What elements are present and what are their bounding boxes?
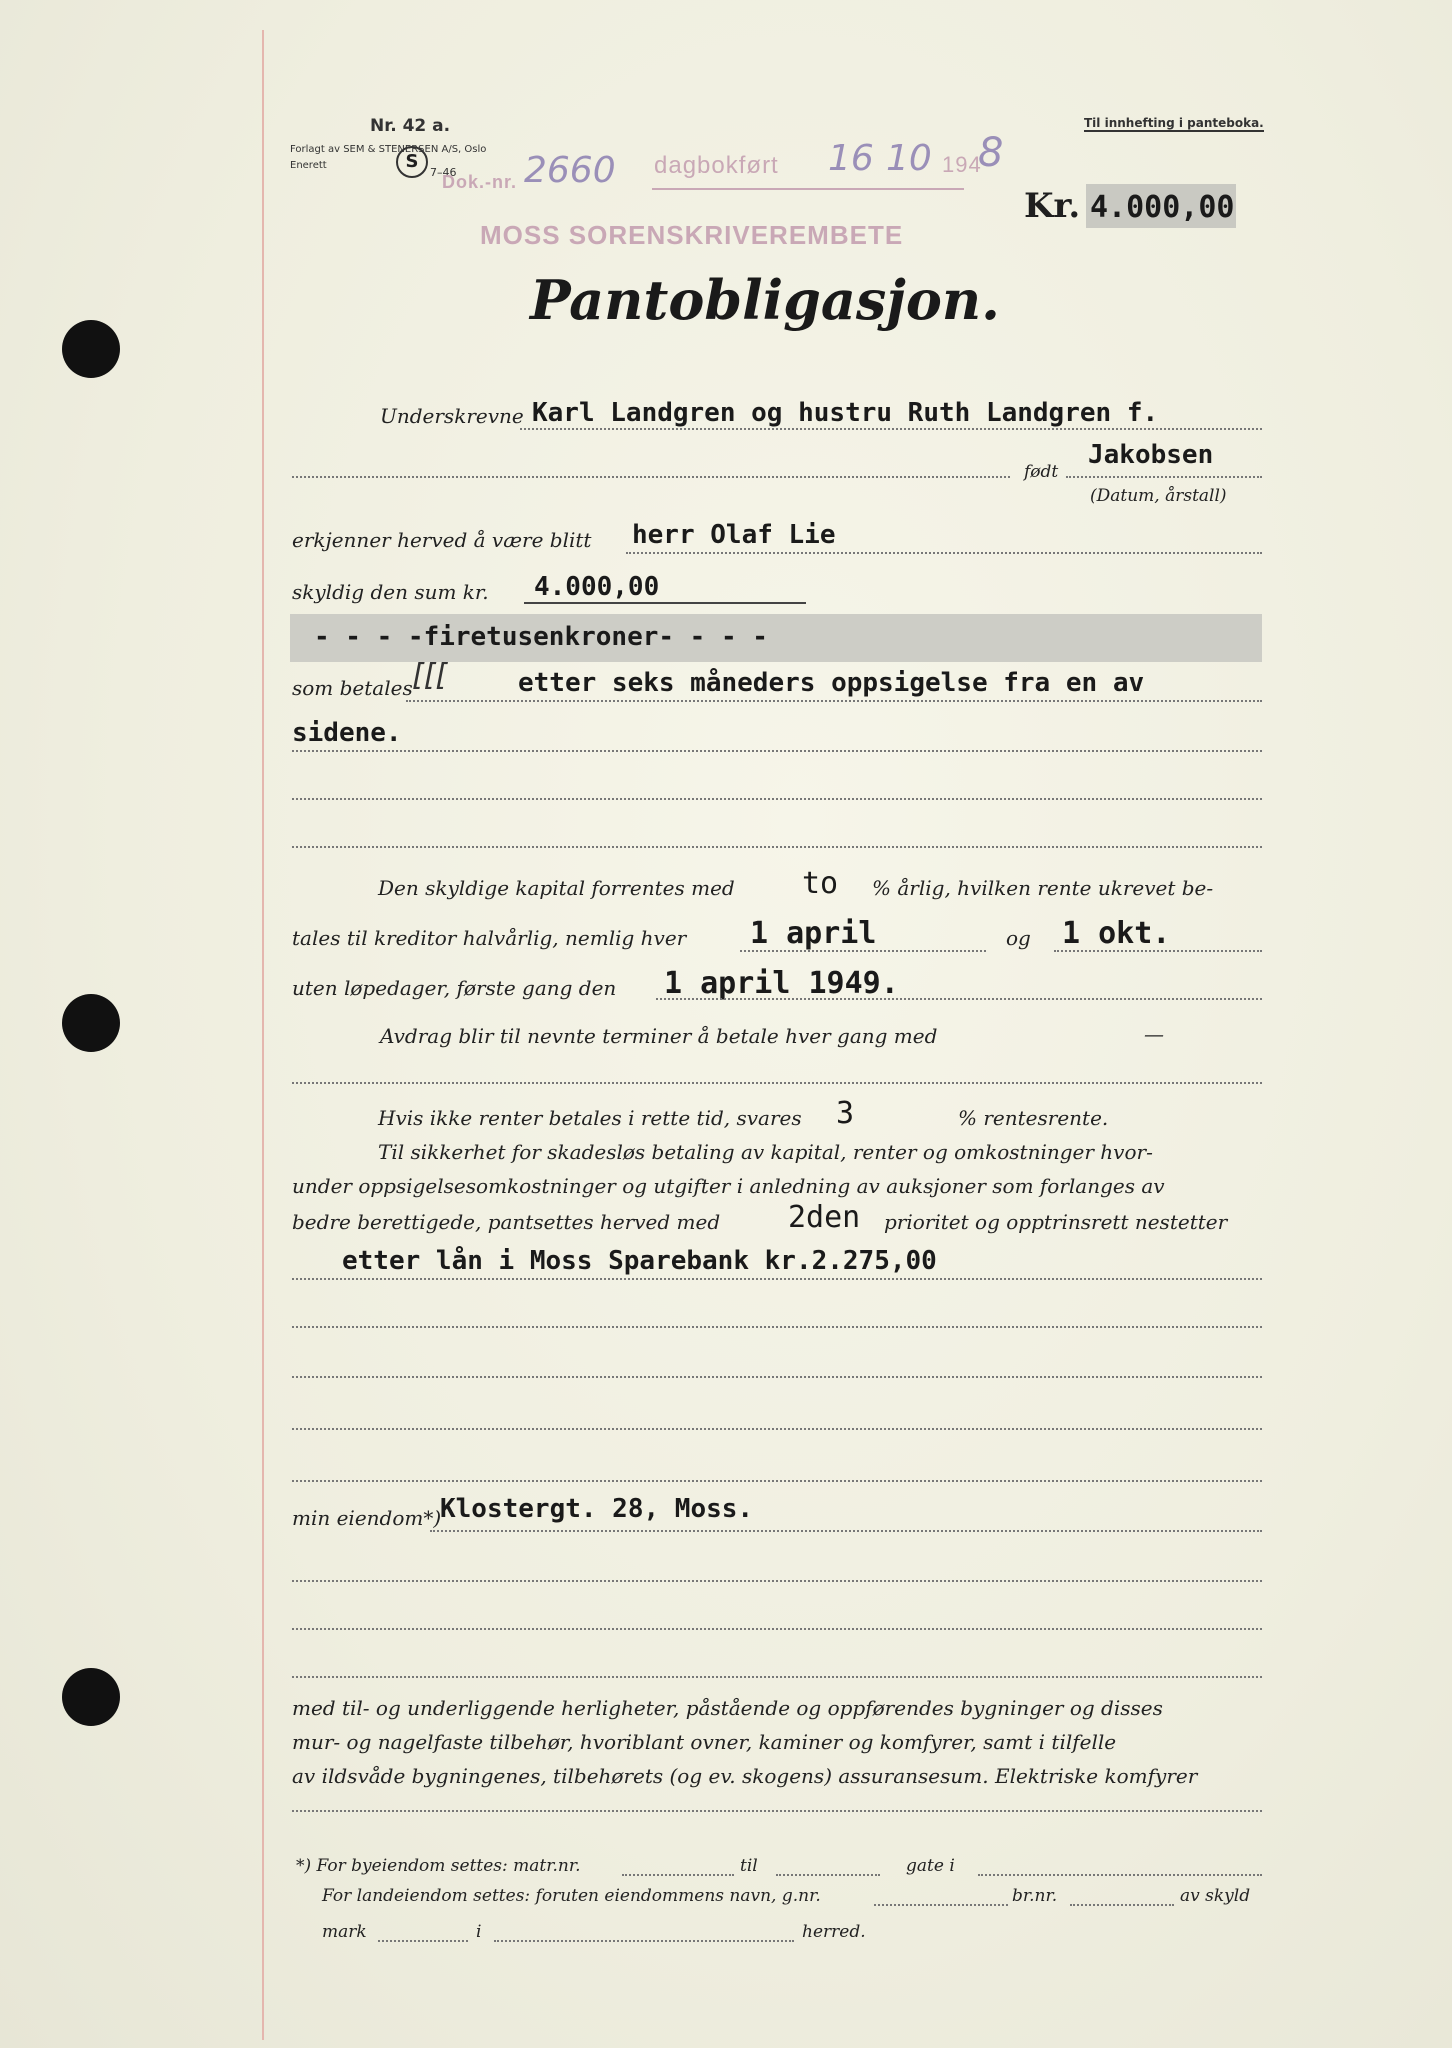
property-blank-1 [292, 1580, 1262, 1582]
stamp-underline [652, 188, 964, 190]
pay-date-2-line [1054, 950, 1262, 952]
late-interest-pre: Hvis ikke renter betales i rette tid, svares [378, 1106, 802, 1130]
payable-terms-line1: etter seks måneders oppsigelse fra en av [518, 668, 1145, 698]
creditor-line [626, 552, 1262, 554]
late-interest-post: % rentesrente. [958, 1106, 1109, 1130]
form-number: Nr. 42 a. [370, 116, 451, 136]
pay-date-2: 1 okt. [1062, 916, 1171, 951]
payable-label: som betales [292, 676, 413, 700]
first-time-date: 1 april 1949. [664, 966, 899, 1001]
payable-line-4 [292, 846, 1262, 848]
property-blank-2 [292, 1628, 1262, 1630]
punch-hole-bottom [62, 1668, 120, 1726]
security-line-1: Til sikkerhet for skadesløs betaling av kapital, renter og omkostninger hvor- [378, 1140, 1153, 1164]
journal-year-suffix: 8 [978, 130, 1004, 176]
punch-hole-middle [62, 994, 120, 1052]
undersigned-maiden: Jakobsen [1088, 440, 1214, 470]
publisher-line: Forlagt av SEM & STENERSEN A/S, Oslo [290, 144, 487, 155]
blank-line-1 [292, 1326, 1262, 1328]
born-label: født [1024, 462, 1059, 482]
footnote-dots-2b [1070, 1904, 1174, 1906]
payable-line-1 [406, 700, 1262, 702]
publisher-logo-icon: S [396, 146, 428, 178]
priority: 2den [788, 1200, 861, 1235]
footnote-dots-1c [978, 1874, 1262, 1876]
property-blank-3 [292, 1676, 1262, 1678]
pay-date-1: 1 april [750, 916, 877, 951]
journal-date-month: 10 [886, 138, 932, 179]
security-line-3-pre: bedre berettigede, pantsettes herved med [292, 1210, 721, 1234]
pay-date-1-line [740, 950, 986, 952]
footnote-line-3-a: mark [322, 1922, 367, 1942]
journal-number: 2660 [524, 150, 616, 191]
security-line-3-post: prioritet og opptrinsrett nestetter [884, 1210, 1228, 1234]
maiden-line-left [292, 476, 1010, 478]
journal-stamp-prefix: Dok.-nr. [442, 172, 518, 192]
acknowledge-label: erkjenner herved å være blitt [292, 528, 592, 552]
footnote-line-3-b: i [476, 1922, 482, 1942]
publisher-enerett: Enerett [290, 160, 327, 171]
pay-to-pre: tales til kreditor halvårlig, nemlig hver [292, 926, 687, 950]
red-margin-line [262, 30, 264, 2040]
installment-value: — [1144, 1022, 1164, 1046]
creditor: herr Olaf Lie [632, 520, 836, 550]
first-time-line [656, 998, 1262, 1000]
prior-loan: etter lån i Moss Sparebank kr.2.275,00 [342, 1246, 937, 1276]
born-hint: (Datum, årstall) [1090, 486, 1227, 506]
footnote-dots-3b [494, 1940, 794, 1942]
owing-amount: 4.000,00 [534, 572, 660, 602]
late-interest-rate: 3 [836, 1096, 855, 1131]
journal-year-prefix: 194 [942, 152, 982, 177]
blank-line-3 [292, 1428, 1262, 1430]
journal-stamp-dagbokfort: dagbokført [654, 152, 779, 179]
footnote-line-1-b: til [740, 1856, 758, 1876]
first-time-pre: uten løpedager, første gang den [292, 976, 617, 1000]
footnote-line-3-c: herred. [802, 1922, 866, 1942]
blank-line-2 [292, 1376, 1262, 1378]
payable-terms-line2: sidene. [292, 718, 402, 748]
document-title: Pantobligasjon. [530, 268, 1000, 332]
blank-line-4 [292, 1480, 1262, 1482]
amount-in-words: - - - -firetusenkroner- - - - [314, 622, 768, 652]
footnote-dots-3a [378, 1940, 468, 1942]
appurtenance-line-1: med til- og underliggende herligheter, påstående og oppførendes bygninger og disses [292, 1696, 1163, 1720]
publisher-date: 7–46 [430, 166, 457, 179]
footnote-line-2-a: For landeiendom settes: foruten eiendommens navn, g.nr. [322, 1886, 821, 1906]
security-line-2: under oppsigelsesomkostninger og utgifter i anledning av auksjoner som forlanges av [292, 1174, 1165, 1198]
footnote-line-1-a: *) For byeiendom settes: matr.nr. [296, 1856, 581, 1876]
appurtenance-line-2: mur- og nagelfaste tilbehør, hvoriblant ovner, kaminer og komfyrer, samt i tilfelle [292, 1730, 1117, 1754]
pay-and: og [1006, 926, 1031, 950]
footnote-line-1-c: gate i [906, 1856, 955, 1876]
top-right-note: Til innhefting i panteboka. [1084, 116, 1264, 130]
footnote-dots-1a [622, 1874, 734, 1876]
property: Klostergt. 28, Moss. [440, 1494, 754, 1524]
footnote-dots-1b [776, 1874, 880, 1876]
property-label: min eiendom*) [292, 1506, 442, 1530]
undersigned-label: Underskrevne [380, 404, 524, 428]
owing-label: skyldig den sum kr. [292, 580, 489, 604]
prior-loan-line [292, 1278, 1262, 1280]
installment-text: Avdrag blir til nevnte terminer å betale hver gang med [380, 1024, 938, 1048]
interest-text-post: % årlig, hvilken rente ukrevet be- [872, 876, 1214, 900]
punch-hole-top [62, 320, 120, 378]
footnote-line-2-c: av skyld [1180, 1886, 1251, 1906]
property-line [430, 1530, 1262, 1532]
payable-line-2 [292, 750, 1262, 752]
journal-date-day: 16 [828, 138, 874, 179]
born-line [1066, 476, 1262, 478]
office-stamp: MOSS SORENSKRIVEREMBETE [480, 220, 904, 250]
amount-label: Kr. [1024, 186, 1081, 226]
appurtenance-line-3: av ildsvåde bygningenes, tilbehørets (og ev. skogens) assuransesum. Elektriske komfyrer [292, 1764, 1198, 1788]
payable-struck: [[[ [412, 658, 448, 693]
interest-rate: to [802, 866, 839, 901]
footnote-line-2-b: br.nr. [1012, 1886, 1058, 1906]
payable-line-3 [292, 798, 1262, 800]
owing-line [524, 602, 806, 604]
footnote-dots-2a [874, 1904, 1008, 1906]
undersigned-line [520, 428, 1262, 430]
appurtenance-line [292, 1810, 1262, 1812]
undersigned-names: Karl Landgren og hustru Ruth Landgren f. [532, 398, 1159, 428]
installment-line [292, 1082, 1262, 1084]
amount-value: 4.000,00 [1090, 190, 1235, 225]
interest-text-pre: Den skyldige kapital forrentes med [378, 876, 735, 900]
